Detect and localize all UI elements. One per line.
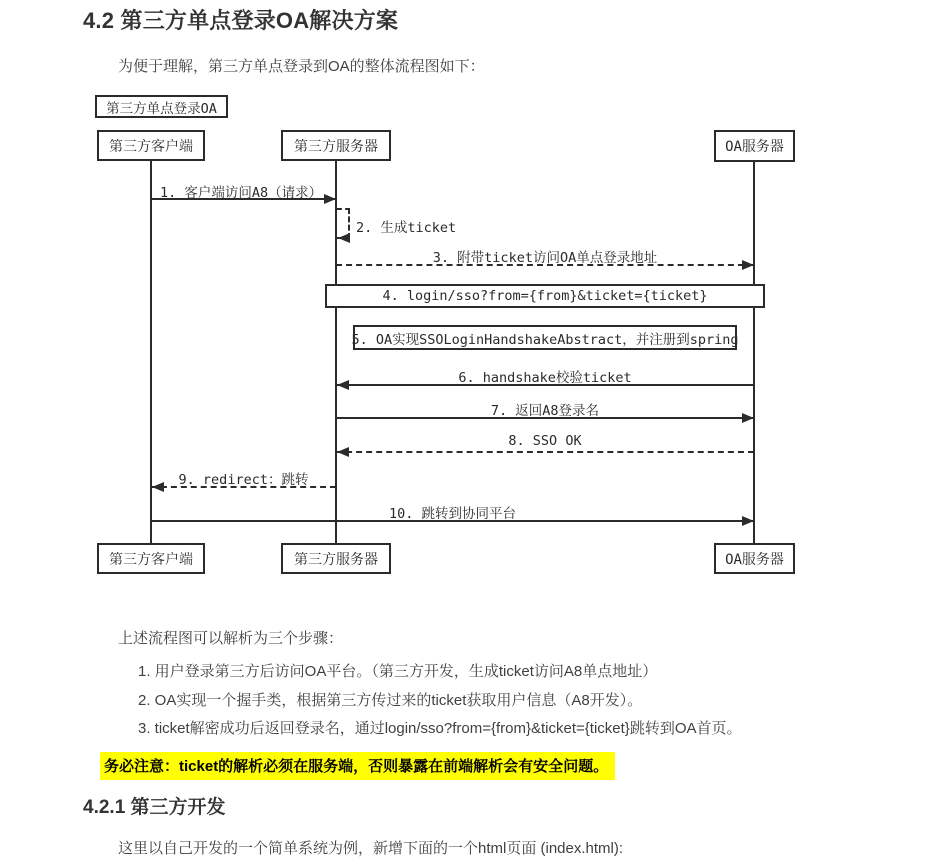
subsection-heading: 4.2.1 第三方开发 xyxy=(83,797,226,818)
arrowhead-right-icon xyxy=(742,260,754,270)
warning-note: 务必注意：ticket的解析必须在服务端，否则暴露在前端解析会有安全问题。 xyxy=(100,752,615,780)
outro-paragraph: 这里以自己开发的一个简单系统为例，新增下面的一个html页面 (index.html): xyxy=(118,840,624,857)
arrowhead-left-icon xyxy=(152,482,164,492)
actor-server-top: 第三方服务器 xyxy=(281,130,391,161)
actor-client-top: 第三方客户端 xyxy=(97,130,205,161)
message-9-label: 9. redirect：跳转 xyxy=(178,472,309,488)
section-heading: 4.2 第三方单点登录OA解决方案 xyxy=(83,8,399,33)
message-10-label: 10. 跳转到协同平台 xyxy=(388,506,516,522)
arrowhead-left-icon xyxy=(337,447,349,457)
actor-client-bottom: 第三方客户端 xyxy=(97,543,205,574)
message-5-box: 5. OA实现SSOLoginHandshakeAbstract，并注册到spring xyxy=(353,325,737,350)
message-6-label: 6. handshake校验ticket xyxy=(458,370,632,386)
message-4-box: 4. login/sso?from={from}&ticket={ticket} xyxy=(325,284,765,308)
message-8-line xyxy=(336,451,754,453)
lifeline-oa xyxy=(753,162,755,544)
step-item-1: 1. 用户登录第三方后访问OA平台。（第三方开发，生成ticket访问A8单点地址） xyxy=(138,663,658,680)
message-7-label: 7. 返回A8登录名 xyxy=(490,403,600,419)
arrowhead-left-icon xyxy=(337,380,349,390)
message-8-label: 8. SSO OK xyxy=(508,433,582,449)
step-item-2: 2. OA实现一个握手类，根据第三方传过来的ticket获取用户信息（A8开发）。 xyxy=(138,691,643,709)
message-3-label: 3. 附带ticket访问OA单点登录地址 xyxy=(432,250,658,266)
diagram-title: 第三方单点登录OA xyxy=(95,95,228,118)
message-2-label: 2. 生成ticket xyxy=(356,220,457,236)
arrowhead-right-icon xyxy=(742,516,754,526)
arrowhead-right-icon xyxy=(324,194,336,204)
intro-paragraph: 为便于理解，第三方单点登录到OA的整体流程图如下： xyxy=(118,58,485,75)
step-item-3: 3. ticket解密成功后返回登录名，通过login/sso?from={from}&ticket={ticket}跳转到OA首页。 xyxy=(138,720,742,737)
message-1-label: 1. 客户端访问A8（请求） xyxy=(160,185,323,201)
arrowhead-right-icon xyxy=(742,413,754,423)
actor-oa-top: OA服务器 xyxy=(714,130,795,162)
arrowhead-left-icon xyxy=(338,233,350,243)
steps-list xyxy=(138,658,742,744)
steps-intro-paragraph: 上述流程图可以解析为三个步骤： xyxy=(118,630,344,647)
actor-oa-bottom: OA服务器 xyxy=(714,543,795,574)
actor-server-bottom: 第三方服务器 xyxy=(281,543,391,574)
